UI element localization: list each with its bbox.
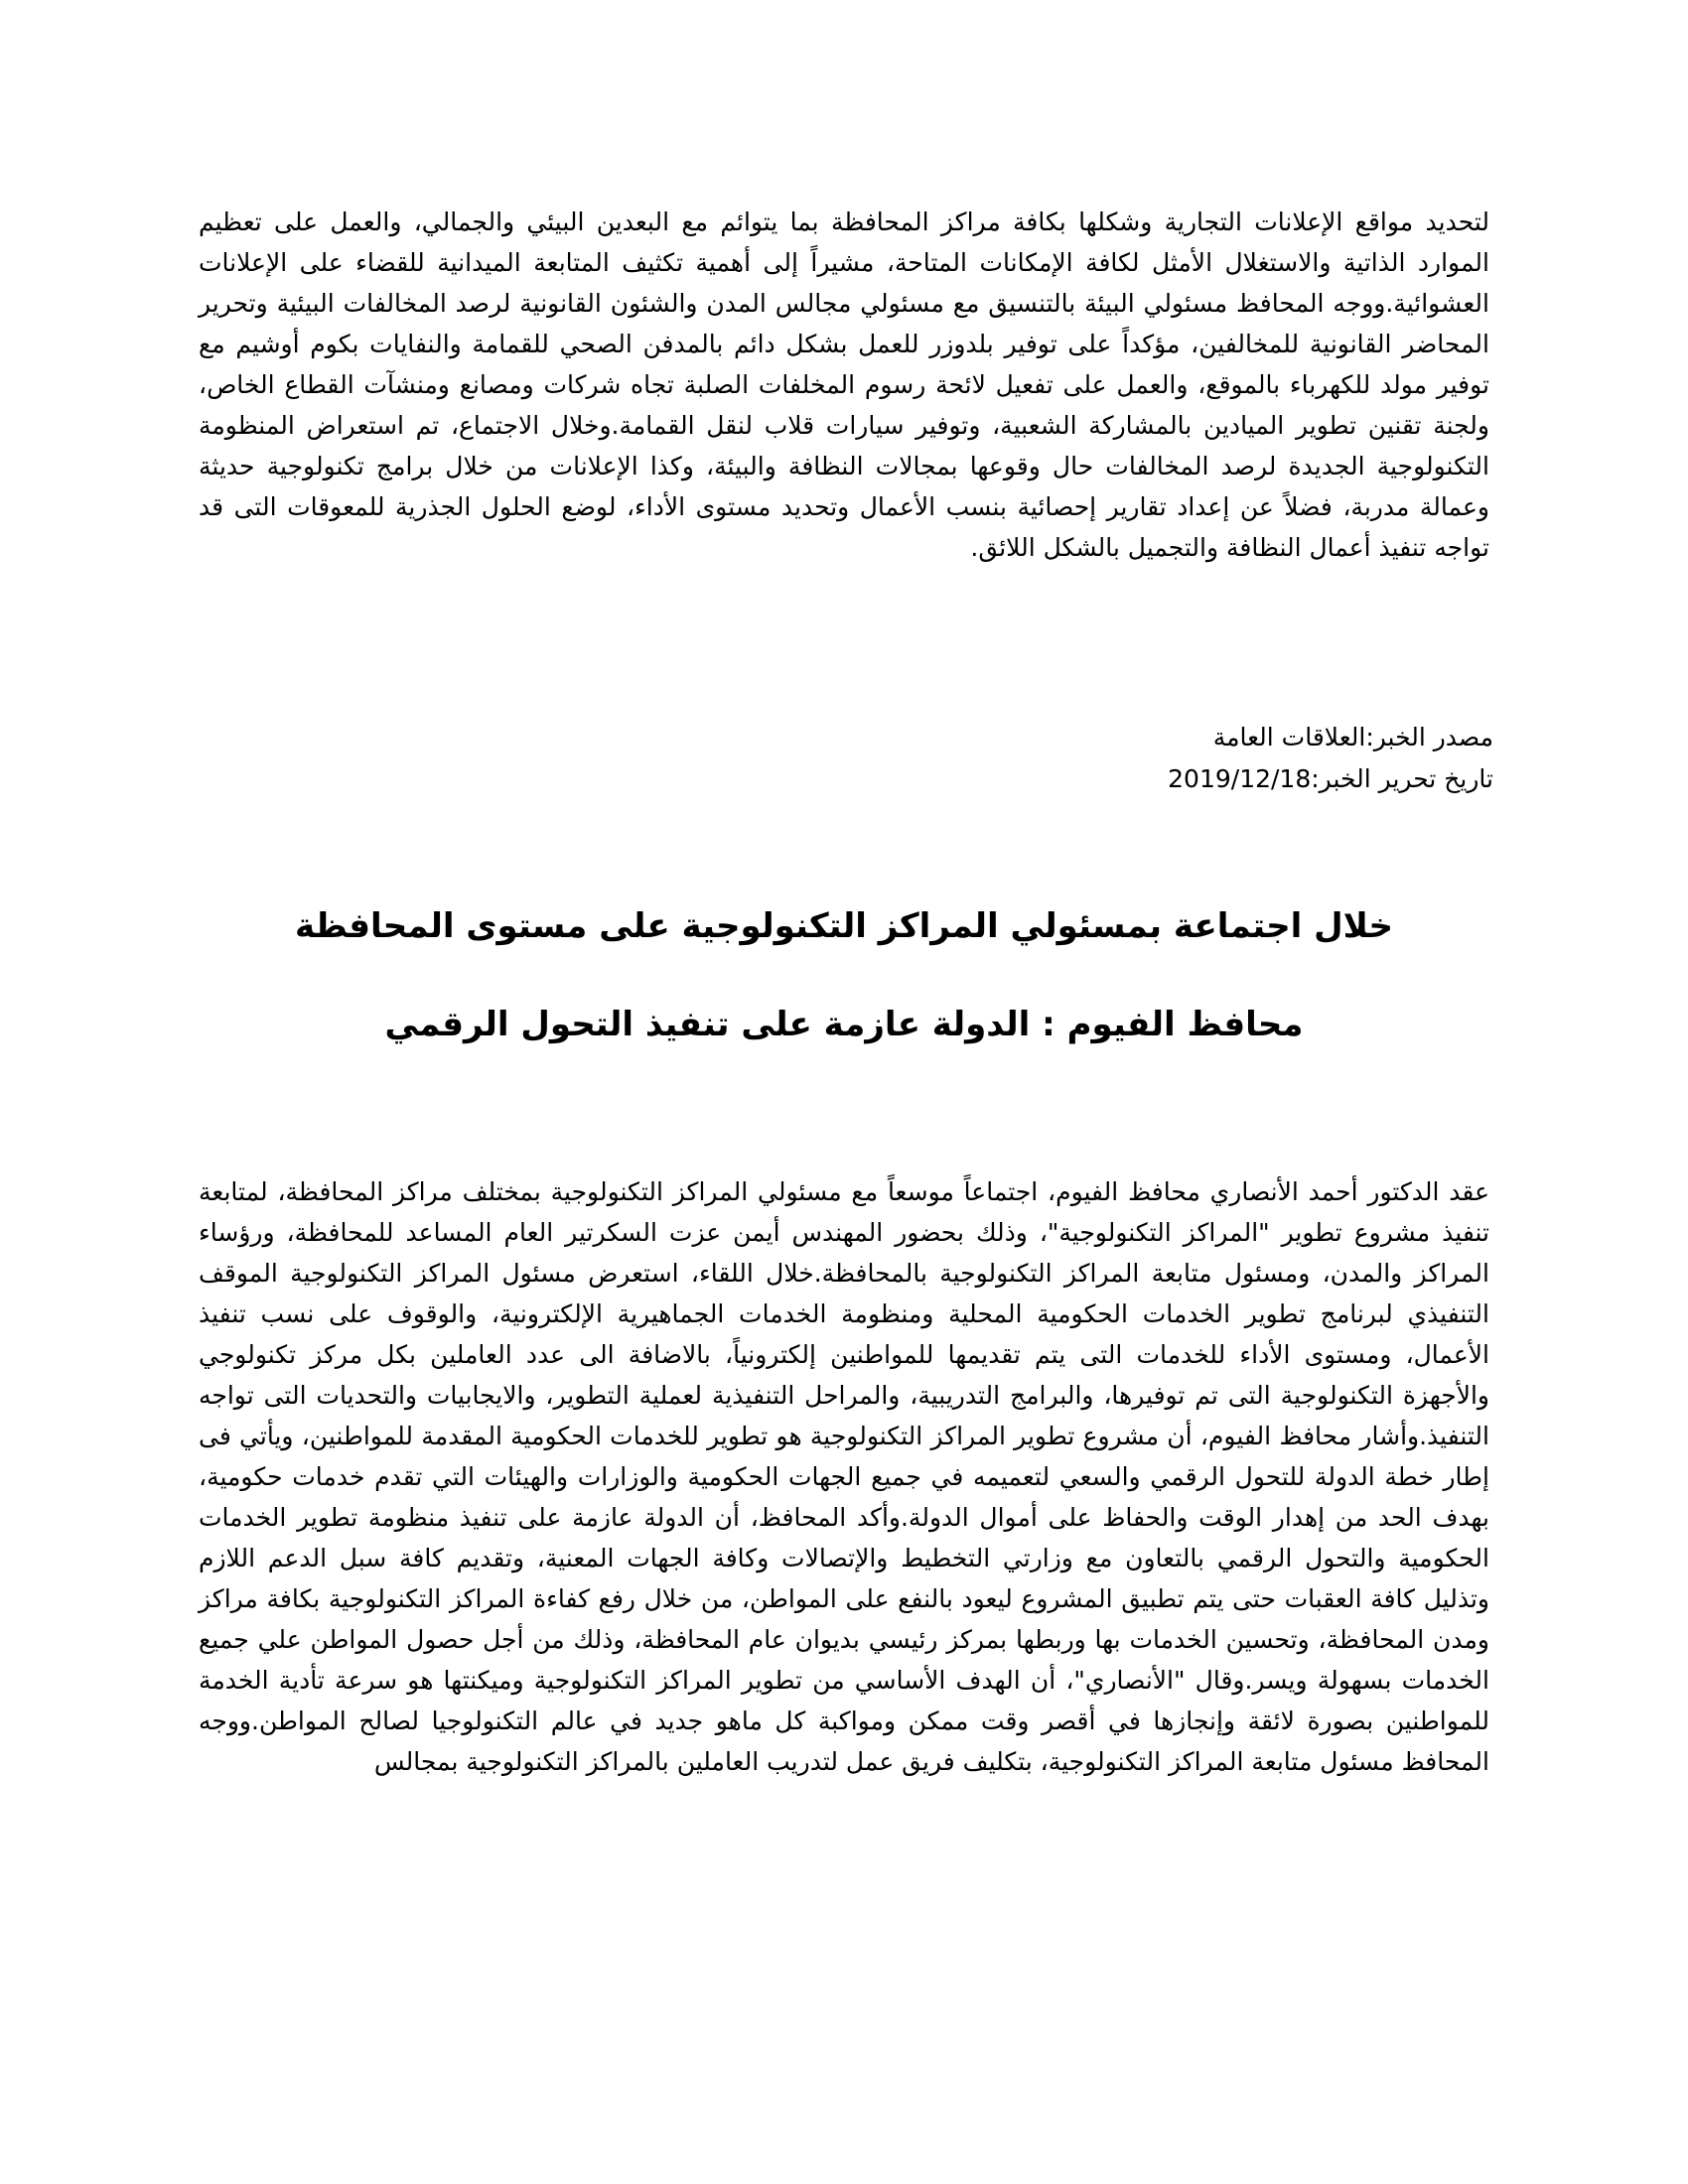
continuation-paragraph: لتحديد مواقع الإعلانات التجارية وشكلها بكافة مراكز المحافظة بما يتوائم مع البعدين البيئي والجمالي، والعمل على تعظيم الموارد الذاتية والاستغلال الأمثل لكافة الإمكانات المتاحة، مشيراً إلى أهمية تكثيف المتابعة الميدانية للقضاء على الإعلانات العشوائية.ووجه المحافظ مسئولي البيئة بالتنسيق مع مسئولي مجالس المدن والشئون القانونية لرصد المخالفات البيئية وتحرير المحاضر القانونية للمخالفين، مؤكداً على توفير بلدوزر للعمل بشكل دائم بالمدفن الصحي للقمامة والنفايات بكوم أوشيم مع توفير مولد للكهرباء بالموقع، والعمل على تفعيل لائحة رسوم المخلفات الصلبة تجاه شركات ومصانع ومنشآت القطاع الخاص، ولجنة تقنين تطوير الميادين بالمشاركة الشعبية، وتوفير سيارات قلاب لنقل القمامة.وخلال الاجتماع، تم استعراض المنظومة التكنولوجية الجديدة لرصد المخالفات حال وقوعها بمجالات النظافة والبيئة، وكذا الإعلانات من خلال برامج تكنولوجية حديثة وعمالة مدربة، فضلاً عن إعداد تقارير إحصائية بنسب الأعمال وتحديد مستوى الأداء، لوضع الحلول الجذرية للمعوقات التى قد تواجه تنفيذ أعمال النظافة والتجميل بالشكل اللائق. <box>199 207 1489 562</box>
news-source-line: مصدر الخبر:العلاقات العامة <box>1212 723 1493 751</box>
news-date-line: تاريخ تحرير الخبر:2019/12/18 <box>1168 764 1493 793</box>
article-body-paragraph: عقد الدكتور أحمد الأنصاري محافظ الفيوم، اجتماعاً موسعاً مع مسئولي المراكز التكنولوجية بمختلف مراكز المحافظة، لمتابعة تنفيذ مشروع تطوير "المراكز التكنولوجية"، وذلك بحضور المهندس أيمن عزت السكرتير العام المساعد للمحافظة، ورؤساء المراكز والمدن، ومسئول متابعة المراكز التكنولوجية بالمحافظة.خلال اللقاء، استعرض مسئول المراكز التكنولوجية الموقف التنفيذي لبرنامج تطوير الخدمات الحكومية المحلية ومنظومة الخدمات الجماهيرية الإلكترونية، والوقوف على نسب تنفيذ الأعمال، ومستوى الأداء للخدمات التى يتم تقديمها للمواطنين إلكترونياً، بالاضافة الى عدد العاملين بكل مركز تكنولوجي والأجهزة التكنولوجية التى تم توفيرها، والبرامج التدريبية، والمراحل التنفيذية لعملية التطوير، والايجابيات والتحديات التى تواجه التنفيذ.وأشار محافظ الفيوم، أن مشروع تطوير المراكز التكنولوجية هو تطوير للخدمات الحكومية المقدمة للمواطنين، ويأتي فى إطار خطة الدولة للتحول الرقمي والسعي لتعميمه في جميع الجهات الحكومية والوزارات والهيئات التي تقدم خدمات حكومية، بهدف الحد من إهدار الوقت والحفاظ على أموال الدولة.وأكد المحافظ، أن الدولة عازمة على تنفيذ منظومة تطوير الخدمات الحكومية والتحول الرقمي بالتعاون مع وزارتي التخطيط والإتصالات وكافة الجهات المعنية، وتقديم كافة سبل الدعم اللازم وتذليل كافة العقبات حتى يتم تطبيق المشروع ليعود بالنفع على المواطن، من خلال رفع كفاءة المراكز التكنولوجية بكافة مراكز ومدن المحافظة، وتحسين الخدمات بها وربطها بمركز رئيسي بديوان عام المحافظة، وذلك من أجل حصول المواطن علي جميع الخدمات بسهولة ويسر.وقال "الأنصاري"، أن الهدف الأساسي من تطوير المراكز التكنولوجية وميكنتها هو سرعة تأدية الخدمة للمواطنين بصورة لائقة وإنجازها في أقصر وقت ممكن ومواكبة كل ماهو جديد في عالم التكنولوجيا لصالح المواطن.ووجه المحافظ مسئول متابعة المراكز التكنولوجية، بتكليف فريق عمل لتدريب العاملين بالمراكز التكنولوجية بمجالس <box>199 1177 1489 1776</box>
article-headline-secondary: محافظ الفيوم : الدولة عازمة على تنفيذ التحول الرقمي <box>384 1005 1304 1044</box>
article-headline-primary: خلال اجتماعة بمسئولي المراكز التكنولوجية على مستوى المحافظة <box>295 906 1393 946</box>
